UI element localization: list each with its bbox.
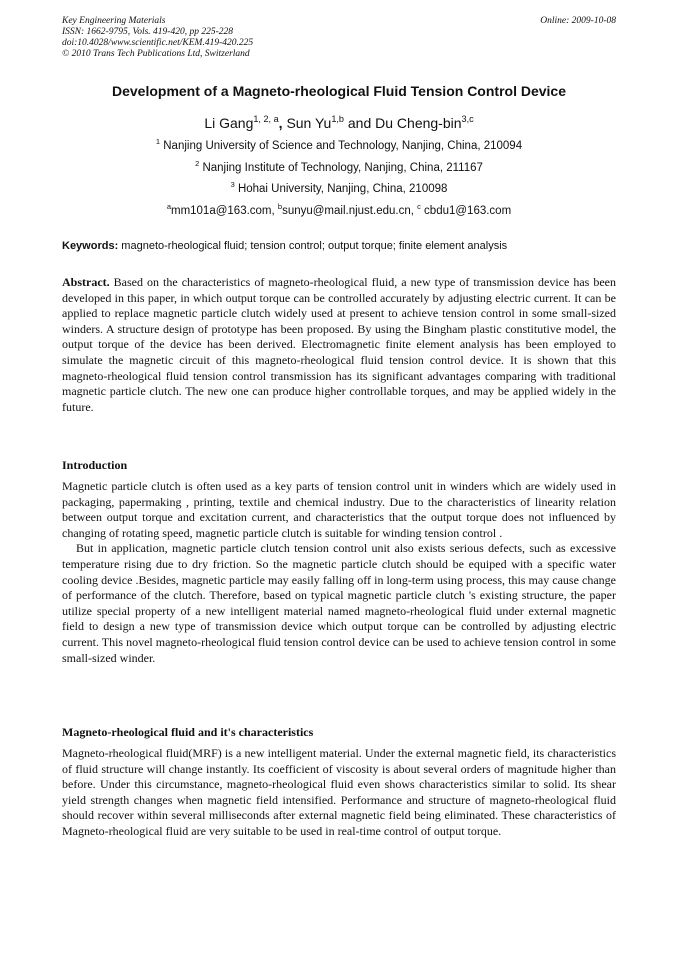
online-date: Online: 2009-10-08: [540, 16, 616, 26]
affiliation-mark: 2: [195, 159, 200, 169]
abstract-paragraph: [62, 275, 616, 415]
email-mark: a: [166, 202, 171, 212]
keywords-text: magneto-rheological fluid; tension control; output torque; finite element analysis: [118, 240, 508, 252]
email-address[interactable]: mm101a@163.com,: [170, 205, 278, 217]
issn-line: ISSN: 1662-9795, Vols. 419-420, pp 225-228: [62, 27, 233, 37]
abstract-text: Based on the characteristics of magneto-rheological fluid, a new type of transmission device has been developed in this paper, in which output torque can be controlled accurately by adjusting electric current. It can be applied to replace magnetic particle clutch widely used at present to achieve tension control in some small-sized winders. A structure design of prototype has been proposed. By using the Bingham plastic constitutive model, the output torque of the device has been derived. Electromagnetic finite element analysis has been employed to simulate the magnetic circuit of this magneto-rheological fluid tension control device. It is shown that this magneto-rheological fluid tension control transmission has its significant advantages comparing with traditional magnetic particle clutch. The new one can produce higher controllable torques, and may be applied widely in the future.: [62, 275, 616, 414]
affiliation-line: [62, 139, 616, 153]
body-paragraph: Magnetic particle clutch is often used as a key parts of tension control unit in winders which are widely used in packaging, papermaking , printing, textile and chemical industry. Due to the characteristics of linearity relation between output torque and excitation current, and characteristics that the output torque does not influenced by changing of rotating speed, magnetic particle clutch is suitable for winding tension control .: [62, 479, 616, 540]
section-body-mrf-characteristics: [62, 746, 616, 840]
email-mark: c: [417, 202, 421, 212]
affiliation-text: Nanjing Institute of Technology, Nanjing, China, 211167: [202, 162, 483, 174]
affiliation-mark: 1: [155, 137, 161, 147]
abstract-label: Abstract.: [62, 275, 110, 289]
email-address[interactable]: sunyu@mail.njust.edu.cn,: [282, 205, 418, 217]
paper-title: Development of a Magneto-rheological Fluid Tension Control Device: [111, 83, 566, 99]
journal-name: Key Engineering Materials: [62, 16, 166, 26]
section-heading-mrf-characteristics: Magneto-rheological fluid and it's characteristics: [62, 725, 314, 739]
author-name: Sun Yu: [286, 115, 332, 131]
author-affiliation-mark: 1,b: [331, 114, 344, 125]
author-affiliation-mark: 1, 2, a: [253, 114, 279, 125]
author-name: Du Cheng-bin: [375, 115, 462, 131]
author-line: [62, 114, 616, 132]
body-paragraph: Magneto-rheological fluid(MRF) is a new intelligent material. Under the external magnetic field, its characteristics of fluid structure will change instantly. Its coefficient of viscosity is about several orders of magnitude higher than before. Under this circumstance, magneto-rheological fluid even shows characteristics similar to solid. Its shear yield strength changes when magnetic field intensified. Performance and structure of magneto-rheological fluid should recover within several milliseconds after external magnetic field being eliminated. These characteristics of Magneto-rheological fluid are very suitable to be used in real-time control of output torque.: [62, 746, 616, 838]
author-separator: ,: [278, 115, 287, 131]
affiliation-line: [62, 182, 616, 196]
author-name: Li Gang: [204, 115, 254, 131]
keywords-label: Keywords:: [62, 240, 119, 252]
author-affiliation-mark: 3,c: [461, 114, 474, 125]
affiliation-mark: 3: [230, 180, 235, 190]
section-heading-introduction: Introduction: [62, 458, 128, 472]
email-address[interactable]: cbdu1@163.com: [424, 205, 512, 217]
affiliation-text: Nanjing University of Science and Technology, Nanjing, China, 210094: [163, 140, 523, 152]
author-separator: and: [344, 115, 376, 131]
copyright-line: © 2010 Trans Tech Publications Ltd, Switzerland: [62, 49, 250, 59]
doi-line: doi:10.4028/www.scientific.net/KEM.419-420.225: [62, 38, 254, 48]
affiliation-text: Hohai University, Nanjing, China, 210098: [237, 183, 448, 195]
body-paragraph: But in application, magnetic particle clutch tension control unit also exists serious defects, such as excessive temperature rising due to dry friction. So the magnetic particle clutch should be equiped with a specific water cooling device .Besides, magnetic particle may easily falling off in long-term using process, this may cause change of performance of the clutch. Therefore, based on typical magnetic particle clutch 's existing structure, the paper utilize special property of a new intelligent material named magneto-rheological fluid under external magnetic field to design a new type of transmission device which output torque can be controlled by adjusting electric current. This novel magneto-rheological fluid tension control device can be used to achieve tension control in some small-sized winder.: [62, 541, 616, 665]
keywords-line: [62, 239, 616, 253]
journal-metadata: [62, 16, 616, 60]
email-line: [62, 204, 616, 218]
section-body-introduction: [62, 479, 616, 666]
email-mark: b: [277, 202, 283, 212]
affiliation-line: [62, 161, 616, 175]
